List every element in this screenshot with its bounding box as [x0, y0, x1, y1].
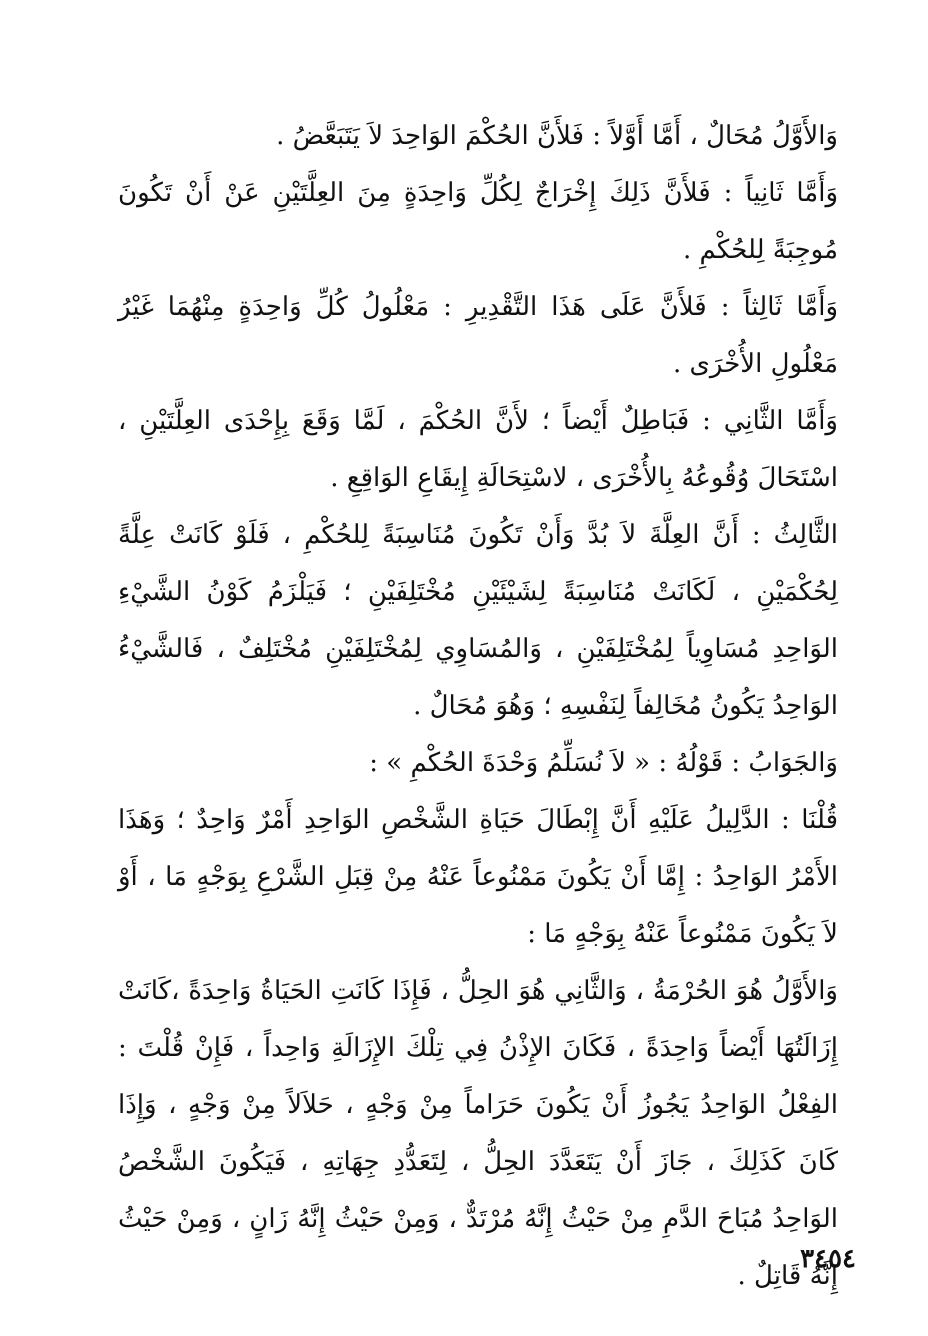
paragraph-2: وَأَمَّا ثَانِياً : فَلأَنَّ ذَلِكَ إِخْرَاجٌ لِكُلِّ وَاحِدَةٍ مِنَ العِلَّتَيْنِ عَنْ أَنْ تَكُونَ مُوجِبَةً لِلحُكْمِ .: [118, 178, 838, 265]
paragraph-7: قُلْنَا : الدَّلِيلُ عَلَيْهِ أَنَّ إِبْطَالَ حَيَاةِ الشَّخْصِ الوَاحِدِ أَمْرٌ وَاحِدٌ ؛ وَهَذَا الأَمْرُ الوَاحِدُ : إِمَّا أَنْ يَكُونَ مَمْنُوعاً عَنْهُ مِنْ قِبَلِ الشَّرْعِ بِوَجْهٍ مَا ، أَوْ لاَ يَكُونَ مَمْنُوعاً عَنْهُ بِوَجْهٍ مَا :: [118, 805, 838, 949]
paragraph-6: وَالجَوَابُ : قَوْلُهُ : « لاَ نُسَلِّمُ وَحْدَةَ الحُكْمِ » :: [369, 748, 838, 778]
paragraph-1: وَالأَوَّلُ مُحَالٌ ، أَمَّا أَوَّلاً : فَلأَنَّ الحُكْمَ الوَاحِدَ لاَ يَتَبَعَّضُ .: [276, 121, 838, 151]
paragraph-3: وَأَمَّا ثَالِثاً : فَلأَنَّ عَلَى هَذَا التَّقْدِيرِ : مَعْلُولُ كُلِّ وَاحِدَةٍ مِنْهُمَا غَيْرُ مَعْلُولِ الأُخْرَى .: [118, 292, 838, 379]
paragraph-8: وَالأَوَّلُ هُوَ الحُرْمَةُ ، وَالثَّانِي هُوَ الحِلُّ ، فَإِذَا كَانَتِ الحَيَاةُ وَاحِدَةً ،كَانَتْ إِزَالَتُهَا أَيْضاً وَاحِدَةً ، فَكَانَ الإِذْنُ فِي تِلْكَ الإِزَالَةِ وَاحِداً ، فَإِنْ قُلْتَ : الفِعْلُ الوَاحِدُ يَجُوزُ أَنْ يَكُونَ حَرَاماً مِنْ وَجْهٍ ، حَلاَلاً مِنْ وَجْهٍ ، وَإِذَا كَانَ كَذَلِكَ ، جَازَ أَنْ يَتَعَدَّدَ الحِلُّ ، لِتَعَدُّدِ جِهَاتِهِ ، فَيَكُونَ الشَّخْصُ الوَاحِدُ مُبَاحَ الدَّمِ مِنْ حَيْثُ إِنَّهُ مُرْتَدٌّ ، وَمِنْ حَيْثُ إِنَّهُ زَانٍ ، وَمِنْ حَيْثُ إِنَّهُ قَاتِلٌ .: [118, 976, 838, 1291]
page-body: [118, 108, 838, 1305]
page-number: ٣٤٥٤: [800, 1244, 856, 1274]
paragraph-5: الثَّالِثُ : أَنَّ العِلَّةَ لاَ بُدَّ وَأَنْ تَكُونَ مُنَاسِبَةً لِلحُكْمِ ، فَلَوْ كَانَتْ عِلَّةً لِحُكْمَيْنِ ، لَكَانَتْ مُنَاسِبَةً لِشَيْئَيْنِ مُخْتَلِفَيْنِ ؛ فَيَلْزَمُ كَوْنُ الشَّيْءِ الوَاحِدِ مُسَاوِياً لِمُخْتَلِفَيْنِ ، وَالمُسَاوِي لِمُخْتَلِفَيْنِ مُخْتَلِفٌ ، فَالشَّيْءُ الوَاحِدُ يَكُونُ مُخَالِفاً لِنَفْسِهِ ؛ وَهُوَ مُحَالٌ .: [118, 520, 838, 721]
paragraph-4: وَأَمَّا الثَّانِي : فَبَاطِلٌ أَيْضاً ؛ لأَنَّ الحُكْمَ ، لَمَّا وَقَعَ بِإِحْدَى العِلَّتَيْنِ ، اسْتَحَالَ وُقُوعُهُ بِالأُخْرَى ، لاسْتِحَالَةِ إِيقَاعِ الوَاقِعِ .: [118, 406, 838, 493]
